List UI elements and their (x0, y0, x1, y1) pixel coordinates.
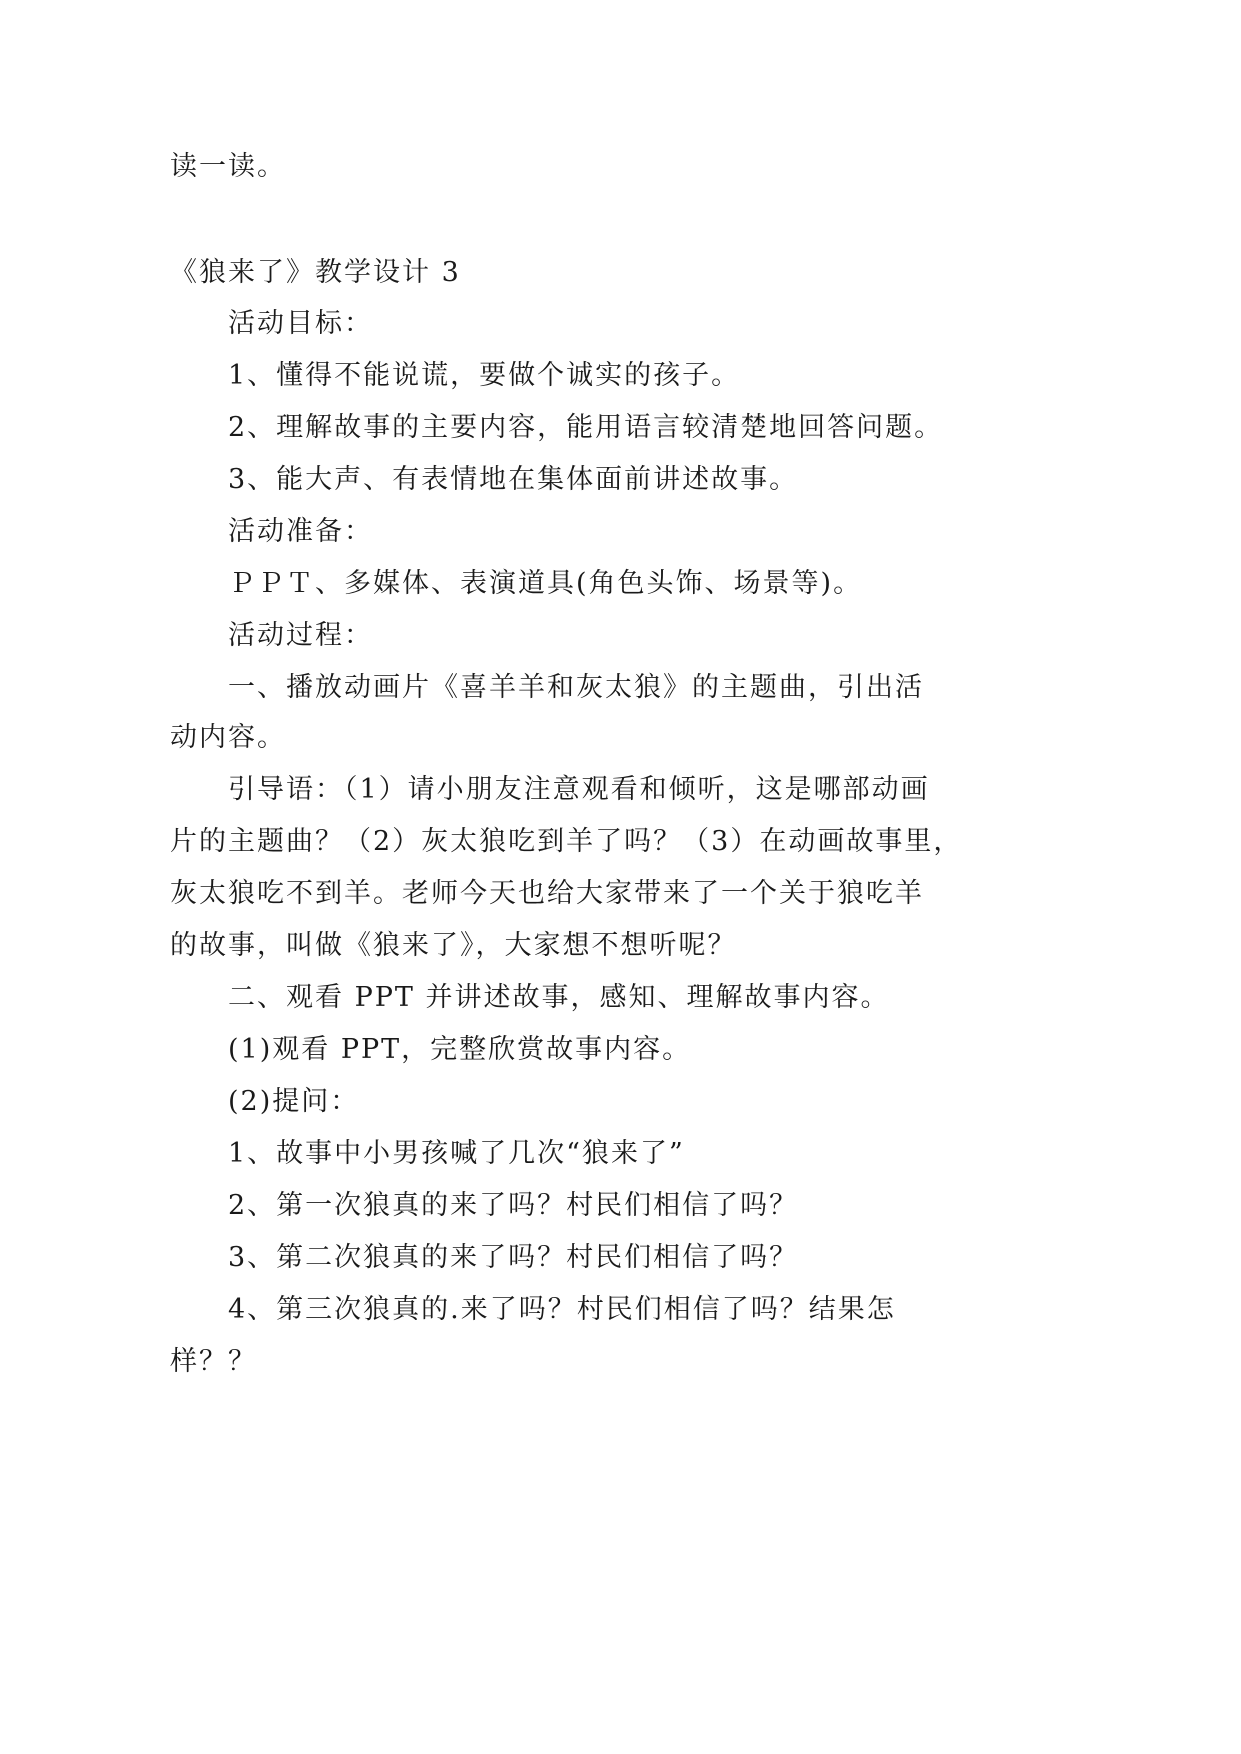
text-line: 的故事，叫做《狼来了》，大家想不想听呢？ (170, 930, 737, 961)
text-line: (2)提问： (228, 1086, 360, 1117)
preparation-text: ＰＰＴ、多媒体、表演道具(角色头饰、场景等)。 (228, 568, 863, 599)
heading-activity-goals: 活动目标： (228, 308, 373, 339)
text-line: 样？？ (170, 1346, 257, 1377)
goal-item: 1、懂得不能说谎，要做个诚实的孩子。 (228, 360, 741, 391)
question-item: 3、第二次狼真的来了吗？村民们相信了吗？ (228, 1242, 799, 1273)
goal-item: 3、能大声、有表情地在集体面前讲述故事。 (228, 464, 799, 495)
heading-activity-process: 活动过程： (228, 620, 373, 651)
text-line: 灰太狼吃不到羊。老师今天也给大家带来了一个关于狼吃羊 (170, 878, 924, 909)
text-line: (1)观看 PPT，完整欣赏故事内容。 (228, 1034, 692, 1065)
text-line: 读一读。 (170, 151, 286, 182)
goal-item: 2、理解故事的主要内容，能用语言较清楚地回答问题。 (228, 412, 944, 443)
text-line: 引导语：（1）请小朋友注意观看和倾听，这是哪部动画 (228, 774, 930, 805)
text-line: 一、播放动画片《喜羊羊和灰太狼》的主题曲，引出活 (228, 672, 924, 703)
question-item: 2、第一次狼真的来了吗？村民们相信了吗？ (228, 1190, 799, 1221)
question-item: 1、故事中小男孩喊了几次“狼来了” (228, 1138, 685, 1169)
text-line: 二、观看 PPT 并讲述故事，感知、理解故事内容。 (228, 982, 890, 1013)
section-title: 《狼来了》教学设计 3 (170, 257, 461, 288)
text-line: 动内容。 (170, 722, 286, 753)
question-item: 4、第三次狼真的.来了吗？村民们相信了吗？结果怎 (228, 1294, 896, 1325)
text-line: 片的主题曲？（2）灰太狼吃到羊了吗？（3）在动画故事里， (170, 826, 963, 857)
heading-activity-preparation: 活动准备： (228, 516, 373, 547)
